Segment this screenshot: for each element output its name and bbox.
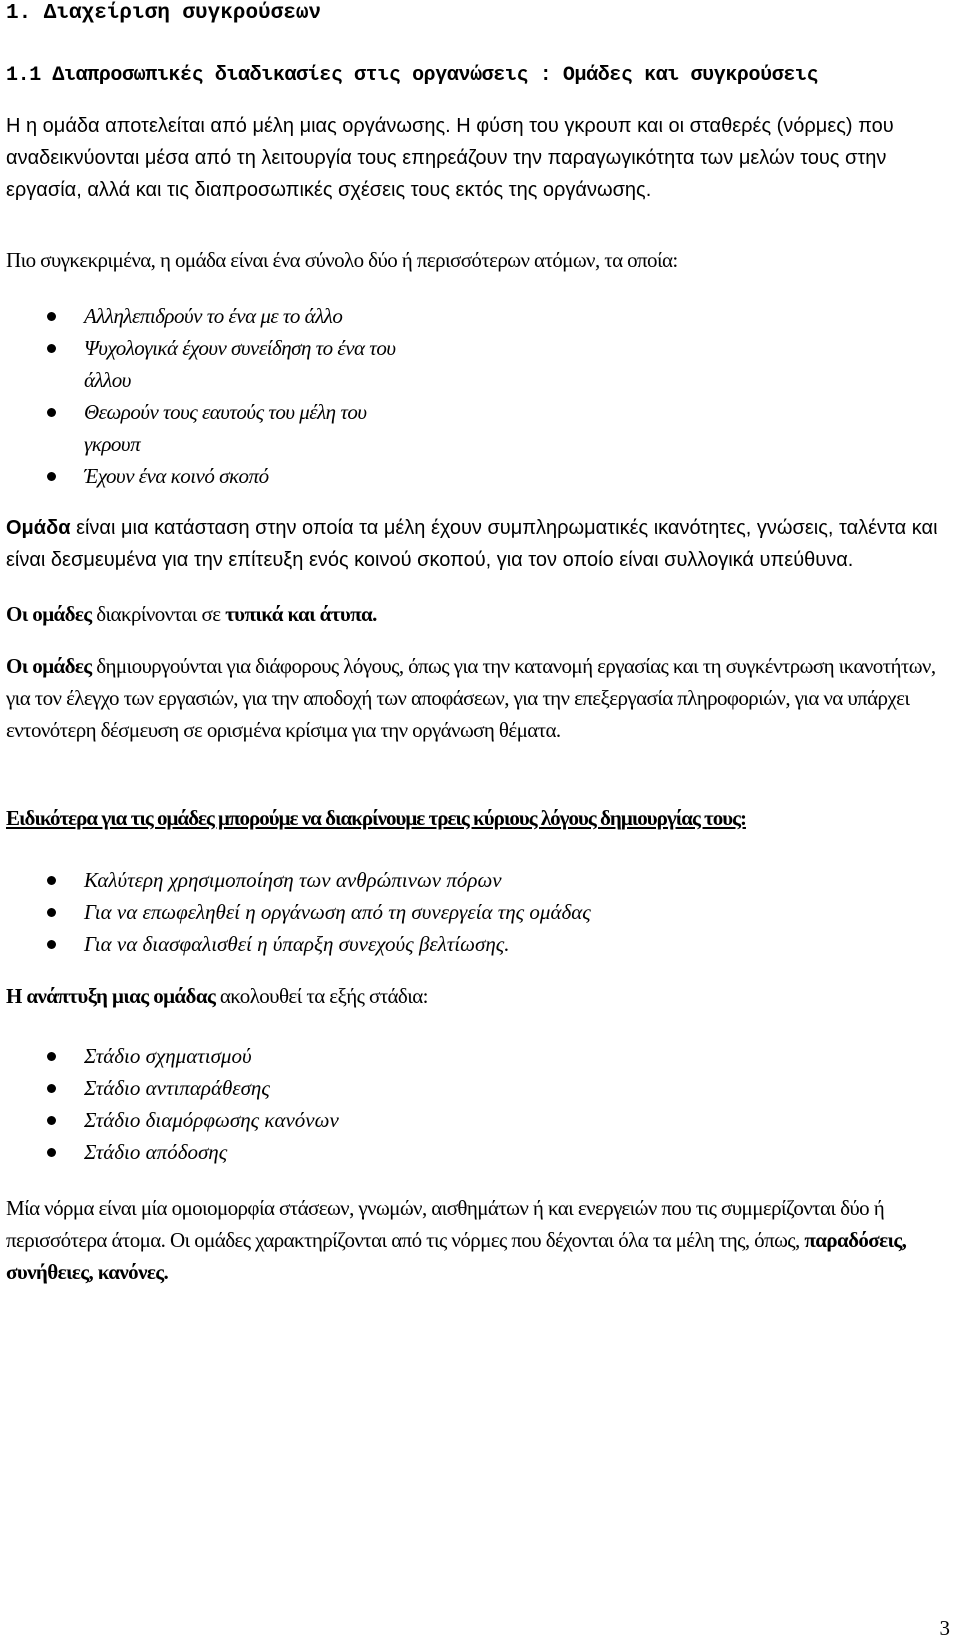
list-item — [6, 396, 396, 460]
intro-paragraph: Η η ομάδα αποτελείται από μέλη μιας οργάνωσης. Η φύση του γκρουπ και οι σταθερές (νόρμες) που αναδεικνύονται μέσα από τη λειτουργία τους επηρεάζουν την παραγωγικότητα των μελών τους στην εργασία, αλλά και τις διαπροσωπικές σχέσεις τους εκτός της οργάνωσης. — [6, 115, 894, 201]
reasons-heading — [6, 802, 954, 834]
bullet-icon — [47, 876, 56, 885]
list-item-text: Στάδιο αντιπαράθεσης — [84, 1076, 270, 1100]
list-item — [6, 1040, 954, 1072]
list-item-text: Στάδιο σχηματισμού — [84, 1044, 252, 1068]
group-definition-paragraph — [6, 512, 954, 576]
paragraph-text: ακολουθεί τα εξής στάδια: — [215, 984, 428, 1008]
document-page — [6, 0, 954, 1650]
list-item — [6, 300, 506, 332]
list-item — [6, 896, 954, 928]
list-item — [6, 928, 954, 960]
bullet-icon — [47, 344, 56, 353]
paragraph-text: είναι μια κατάσταση στην οποία τα μέλη έχουν συμπληρωματικές ικανότητες, γνώσεις, ταλέντα και είναι δεσμευμένα για την επίτευξη ενός κοινού σκοπού, για τον οποίο είναι συλλογικά υπεύθυνα. — [6, 517, 938, 571]
page-number: 3 — [939, 1616, 950, 1640]
chapter-heading: 1. Διαχείριση συγκρούσεων — [6, 2, 322, 25]
bullet-icon — [47, 312, 56, 321]
bullet-icon — [47, 940, 56, 949]
list-item-text: Αλληλεπιδρούν το ένα με το άλλο — [84, 304, 343, 328]
list-item — [6, 332, 396, 396]
bullet-icon — [47, 1116, 56, 1125]
list-item-text: Στάδιο διαμόρφωσης κανόνων — [84, 1108, 339, 1132]
list-item — [6, 460, 506, 492]
list-item — [6, 1072, 954, 1104]
bold-term: τυπικά και άτυπα. — [225, 602, 377, 626]
list-item-text: Καλύτερη χρησιμοποίηση των ανθρώπινων πόρων — [84, 868, 502, 892]
list-item-text: Ψυχολογικά έχουν συνείδηση το ένα του άλλου — [84, 336, 396, 392]
paragraph-text: δημιουργούνται για διάφορους λόγους, όπως για την κατανομή εργασίας και τη συγκέντρωση ικανοτήτων, για τον έλεγχο των εργασιών, για την αποδοχή των αποφάσεων, για την επεξεργασία πληροφοριών, για να υπάρχει εντονότερη δέσμευση σε ορισμένα κρίσιμα για την οργάνωση θέματα. — [6, 654, 936, 742]
list-item-text: Για να επωφεληθεί η οργάνωση από τη συνεργεία της ομάδας — [84, 900, 591, 924]
norm-paragraph — [6, 1192, 954, 1288]
bold-term: Η ανάπτυξη μιας ομάδας — [6, 984, 216, 1008]
list-item — [6, 1104, 954, 1136]
bullet-icon — [47, 472, 56, 481]
paragraph-text: Μία νόρμα είναι μία ομοιομορφία στάσεων, γνωμών, αισθημάτων ή και ενεργειών που τις συμμερίζονται δύο ή περισσότερα άτομα. Οι ομάδες χαρακτηρίζονται από τις νόρμες που δέχονται όλα τα μέλη της, όπως, — [6, 1196, 885, 1252]
bullet-icon — [47, 408, 56, 417]
bold-term: Οι ομάδες — [6, 602, 92, 626]
list-item-text: Στάδιο απόδοσης — [84, 1140, 228, 1164]
bold-term: Οι ομάδες — [6, 654, 92, 678]
list-item-text: Για να διασφαλισθεί η ύπαρξη συνεχούς βελτίωσης. — [84, 932, 510, 956]
bullet-icon — [47, 908, 56, 917]
group-types-paragraph — [6, 598, 954, 630]
list-item-text: Θεωρούν τους εαυτούς του μέλη του γκρουπ — [84, 400, 367, 456]
stages-bullet-list — [6, 1040, 954, 1168]
section-heading: 1.1 Διαπροσωπικές διαδικασίες στις οργανώσεις : Ομάδες και συγκρούσεις — [6, 64, 819, 87]
bullet-icon — [47, 1148, 56, 1157]
group-development-paragraph — [6, 980, 954, 1012]
bullet-icon — [47, 1052, 56, 1061]
definition-bullet-list — [6, 300, 954, 492]
bullet-icon — [47, 1084, 56, 1093]
paragraph-text: διακρίνονται σε — [91, 602, 226, 626]
bold-term: Ομάδα — [6, 517, 71, 539]
underlined-heading-text: Ειδικότερα για τις ομάδες μπορούμε να διακρίνουμε τρεις κύριους λόγους δημιουργίας τους: — [6, 806, 746, 830]
reasons-bullet-list — [6, 864, 954, 960]
group-reasons-paragraph — [6, 650, 954, 746]
list-item — [6, 864, 954, 896]
list-item-text: Έχουν ένα κοινό σκοπό — [84, 464, 269, 488]
bold-term: παραδόσεις, συνήθειες, κανόνες. — [6, 1228, 907, 1284]
definition-intro-paragraph: Πιο συγκεκριμένα, η ομάδα είναι ένα σύνολο δύο ή περισσότερων ατόμων, τα οποία: — [6, 248, 678, 272]
list-item — [6, 1136, 954, 1168]
